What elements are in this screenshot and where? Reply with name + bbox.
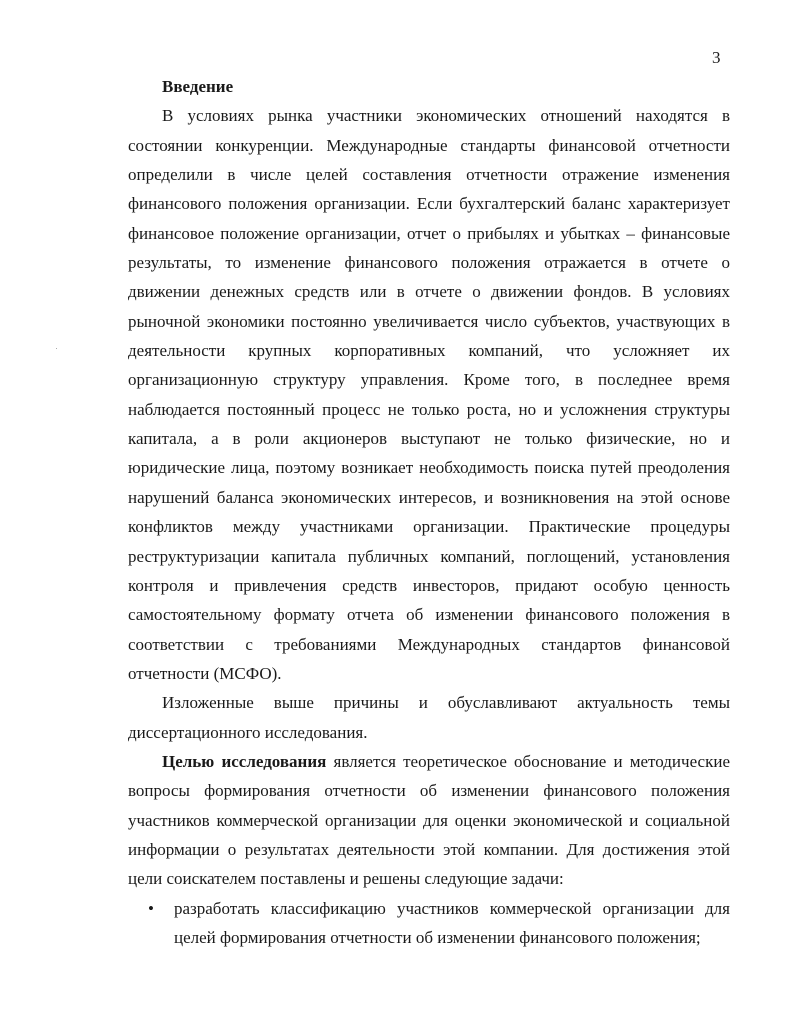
section-heading: Введение (162, 77, 234, 96)
document-body (128, 72, 730, 952)
paragraph-relevance: Изложенные выше причины и обуславливают актуальность темы диссертационного исследования. (128, 693, 730, 742)
task-list (128, 894, 730, 953)
list-item (128, 894, 730, 953)
scan-speck (56, 348, 57, 349)
goal-text: является теоретическое обоснование и методические вопросы формирования отчетности об изменении финансового положения участников коммерческой организации для оценки экономической и социальной информации о результатах деятельности этой компании. Для достижения этой цели соискателем поставлены и решены следующие задачи: (128, 751, 730, 889)
paragraph-goal (128, 747, 730, 894)
paragraph-intro: В условиях рынка участники экономических отношений находятся в состоянии конкуренции. Международные стандарты финансовой отчетности определили в числе целей составления отчетности отражение изменения финансового положения организации. Если бухгалтерский баланс характеризует финансовое положение организации, отчет о прибылях и убытках – финансовые результаты, то изменение финансового положения отражается в отчете о движении денежных средств или в отчете о движении фондов. В условиях рыночной экономики постоянно увеличивается число субъектов, участвующих в деятельности крупных корпоративных компаний, что усложняет их организационную структуру управления. Кроме того, в последнее время наблюдается постоянный процесс не только роста, но и усложнения структуры капитала, а в роли акционеров выступают не только физические, но и юридические лица, поэтому возникает необходимость поиска путей преодоления нарушений баланса экономических интересов, и возникновения на этой основе конфликтов между участниками организации. Практические процедуры реструктуризации капитала публичных компаний, поглощений, установления контроля и привлечения средств инвесторов, придают особую ценность самостоятельному формату отчета об изменении финансового положения в соответствии с требованиями Международных стандартов финансовой отчетности (МСФО). (128, 106, 730, 683)
list-item-text: разработать классификацию участников коммерческой организации для целей формирования отчетности об изменении финансового положения; (174, 898, 730, 947)
page-number: 3 (712, 48, 721, 67)
bullet-icon: • (148, 898, 154, 918)
goal-bold-lead: Целью исследования (162, 751, 327, 771)
